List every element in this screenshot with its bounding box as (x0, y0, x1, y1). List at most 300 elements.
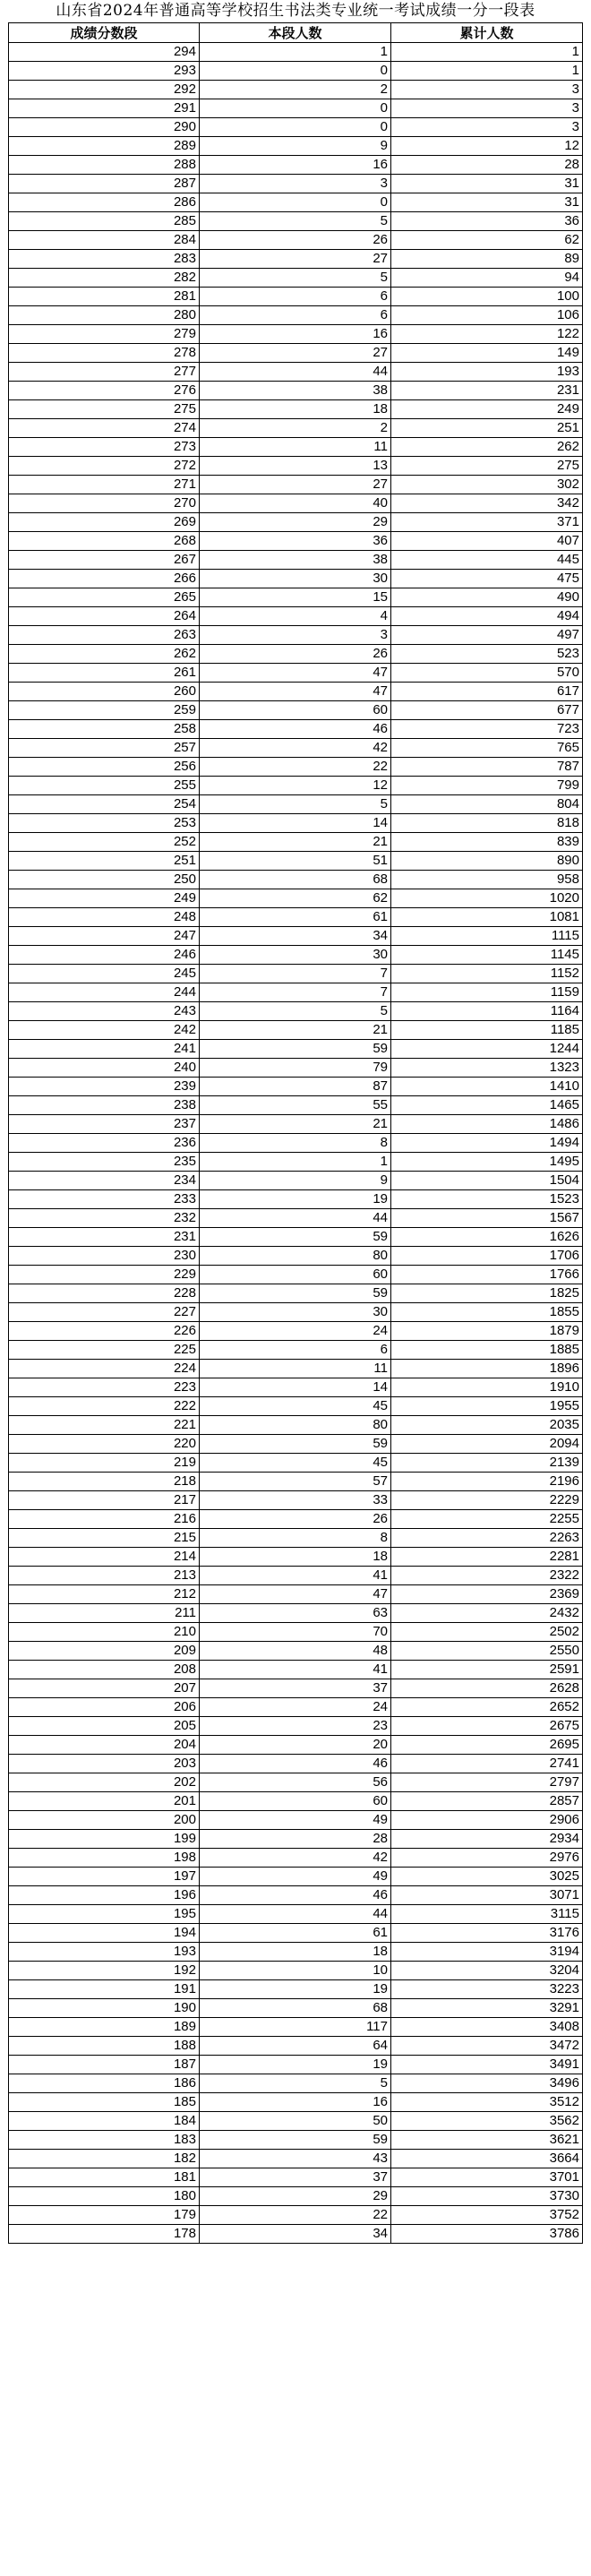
segment-count-cell: 64 (200, 2037, 391, 2056)
segment-count-cell: 22 (200, 758, 391, 777)
table-row (9, 795, 583, 814)
score-cell: 245 (9, 965, 200, 983)
score-cell: 236 (9, 1134, 200, 1153)
cumulative-count-cell: 3701 (391, 2168, 583, 2187)
score-cell: 282 (9, 269, 200, 288)
score-cell: 284 (9, 231, 200, 250)
table-row (9, 683, 583, 701)
cumulative-count-cell: 3115 (391, 1905, 583, 1924)
segment-count-cell: 13 (200, 457, 391, 476)
table-row (9, 400, 583, 419)
table-row (9, 1228, 583, 1247)
score-cell: 190 (9, 1999, 200, 2018)
table-row (9, 43, 583, 62)
segment-count-cell: 15 (200, 588, 391, 607)
cumulative-count-cell: 1145 (391, 946, 583, 965)
table-row (9, 1661, 583, 1679)
score-cell: 205 (9, 1717, 200, 1736)
table-row (9, 1604, 583, 1623)
cumulative-count-cell: 231 (391, 382, 583, 400)
score-cell: 271 (9, 476, 200, 494)
table-row (9, 1435, 583, 1454)
cumulative-count-cell: 890 (391, 852, 583, 871)
score-cell: 249 (9, 889, 200, 908)
table-row (9, 1078, 583, 1096)
segment-count-cell: 49 (200, 1868, 391, 1886)
score-cell: 264 (9, 607, 200, 626)
table-row (9, 1811, 583, 1830)
segment-count-cell: 5 (200, 1002, 391, 1021)
cumulative-count-cell: 2797 (391, 1773, 583, 1792)
score-cell: 217 (9, 1491, 200, 1510)
segment-count-cell: 11 (200, 438, 391, 457)
cumulative-count-cell: 804 (391, 795, 583, 814)
cumulative-count-cell: 371 (391, 513, 583, 532)
segment-count-cell: 19 (200, 2056, 391, 2074)
score-cell: 244 (9, 983, 200, 1002)
table-row (9, 1905, 583, 1924)
table-row (9, 2037, 583, 2056)
score-cell: 195 (9, 1905, 200, 1924)
table-row (9, 1717, 583, 1736)
cumulative-count-cell: 958 (391, 871, 583, 889)
cumulative-count-cell: 3786 (391, 2225, 583, 2244)
cumulative-count-cell: 2255 (391, 1510, 583, 1529)
score-cell: 294 (9, 43, 200, 62)
segment-count-cell: 37 (200, 2168, 391, 2187)
segment-count-cell: 24 (200, 1698, 391, 1717)
cumulative-count-cell: 1567 (391, 1209, 583, 1228)
score-cell: 283 (9, 250, 200, 269)
cumulative-count-cell: 1323 (391, 1059, 583, 1078)
cumulative-count-cell: 1 (391, 43, 583, 62)
segment-count-cell: 47 (200, 683, 391, 701)
score-cell: 262 (9, 645, 200, 664)
segment-count-cell: 46 (200, 720, 391, 739)
segment-count-cell: 41 (200, 1661, 391, 1679)
score-cell: 290 (9, 118, 200, 137)
table-row (9, 1736, 583, 1755)
segment-count-cell: 1 (200, 1153, 391, 1172)
segment-count-cell: 45 (200, 1397, 391, 1416)
score-cell: 265 (9, 588, 200, 607)
cumulative-count-cell: 1766 (391, 1266, 583, 1284)
table-row (9, 1303, 583, 1322)
table-row (9, 99, 583, 118)
score-cell: 226 (9, 1322, 200, 1341)
cumulative-count-cell: 723 (391, 720, 583, 739)
cumulative-count-cell: 1494 (391, 1134, 583, 1153)
score-cell: 208 (9, 1661, 200, 1679)
table-row (9, 137, 583, 156)
table-row (9, 1115, 583, 1134)
segment-count-cell: 2 (200, 81, 391, 99)
cumulative-count-cell: 3621 (391, 2131, 583, 2150)
table-row (9, 852, 583, 871)
cumulative-count-cell: 490 (391, 588, 583, 607)
table-row (9, 1059, 583, 1078)
score-cell: 278 (9, 344, 200, 363)
segment-count-cell: 87 (200, 1078, 391, 1096)
score-cell: 274 (9, 419, 200, 438)
table-row (9, 382, 583, 400)
table-row (9, 1567, 583, 1585)
table-row (9, 2112, 583, 2131)
segment-count-cell: 26 (200, 645, 391, 664)
cumulative-count-cell: 407 (391, 532, 583, 551)
cumulative-count-cell: 2094 (391, 1435, 583, 1454)
score-cell: 268 (9, 532, 200, 551)
table-row (9, 588, 583, 607)
cumulative-count-cell: 2906 (391, 1811, 583, 1830)
segment-count-cell: 8 (200, 1134, 391, 1153)
segment-count-cell: 21 (200, 833, 391, 852)
segment-count-cell: 5 (200, 269, 391, 288)
header-cumulative-count: 累计人数 (391, 23, 583, 43)
cumulative-count-cell: 1626 (391, 1228, 583, 1247)
cumulative-count-cell: 2741 (391, 1755, 583, 1773)
cumulative-count-cell: 839 (391, 833, 583, 852)
table-row (9, 1924, 583, 1943)
table-row (9, 363, 583, 382)
segment-count-cell: 6 (200, 1341, 391, 1360)
score-cell: 253 (9, 814, 200, 833)
table-row (9, 701, 583, 720)
score-cell: 261 (9, 664, 200, 683)
segment-count-cell: 49 (200, 1811, 391, 1830)
cumulative-count-cell: 31 (391, 175, 583, 193)
score-cell: 219 (9, 1454, 200, 1473)
segment-count-cell: 19 (200, 1980, 391, 1999)
score-cell: 276 (9, 382, 200, 400)
table-row (9, 1999, 583, 2018)
cumulative-count-cell: 3664 (391, 2150, 583, 2168)
segment-count-cell: 6 (200, 306, 391, 325)
score-cell: 232 (9, 1209, 200, 1228)
table-row (9, 927, 583, 946)
cumulative-count-cell: 475 (391, 570, 583, 588)
table-row (9, 476, 583, 494)
cumulative-count-cell: 62 (391, 231, 583, 250)
segment-count-cell: 12 (200, 777, 391, 795)
segment-count-cell: 44 (200, 1209, 391, 1228)
score-cell: 218 (9, 1473, 200, 1491)
table-row (9, 1510, 583, 1529)
cumulative-count-cell: 1185 (391, 1021, 583, 1040)
cumulative-count-cell: 3176 (391, 1924, 583, 1943)
table-row (9, 720, 583, 739)
score-cell: 258 (9, 720, 200, 739)
table-row (9, 2018, 583, 2037)
table-row (9, 306, 583, 325)
cumulative-count-cell: 765 (391, 739, 583, 758)
table-row (9, 457, 583, 476)
segment-count-cell: 27 (200, 250, 391, 269)
cumulative-count-cell: 2281 (391, 1548, 583, 1567)
score-cell: 180 (9, 2187, 200, 2206)
table-row (9, 156, 583, 175)
cumulative-count-cell: 2857 (391, 1792, 583, 1811)
score-cell: 183 (9, 2131, 200, 2150)
segment-count-cell: 19 (200, 1190, 391, 1209)
cumulative-count-cell: 2229 (391, 1491, 583, 1510)
segment-count-cell: 1 (200, 43, 391, 62)
segment-count-cell: 41 (200, 1567, 391, 1585)
segment-count-cell: 16 (200, 325, 391, 344)
cumulative-count-cell: 3 (391, 81, 583, 99)
score-cell: 281 (9, 288, 200, 306)
score-cell: 266 (9, 570, 200, 588)
table-row (9, 2206, 583, 2225)
segment-count-cell: 16 (200, 2093, 391, 2112)
segment-count-cell: 9 (200, 137, 391, 156)
segment-count-cell: 47 (200, 1585, 391, 1604)
cumulative-count-cell: 799 (391, 777, 583, 795)
cumulative-count-cell: 1486 (391, 1115, 583, 1134)
table-row (9, 2187, 583, 2206)
table-row (9, 2225, 583, 2244)
score-cell: 221 (9, 1416, 200, 1435)
table-row (9, 814, 583, 833)
table-row (9, 871, 583, 889)
cumulative-count-cell: 3752 (391, 2206, 583, 2225)
score-cell: 251 (9, 852, 200, 871)
segment-count-cell: 6 (200, 288, 391, 306)
cumulative-count-cell: 3730 (391, 2187, 583, 2206)
segment-count-cell: 56 (200, 1773, 391, 1792)
segment-count-cell: 68 (200, 871, 391, 889)
score-table (8, 22, 583, 2244)
cumulative-count-cell: 342 (391, 494, 583, 513)
table-row (9, 193, 583, 212)
score-cell: 289 (9, 137, 200, 156)
table-row (9, 118, 583, 137)
segment-count-cell: 59 (200, 1228, 391, 1247)
table-row (9, 2168, 583, 2187)
segment-count-cell: 68 (200, 1999, 391, 2018)
segment-count-cell: 29 (200, 513, 391, 532)
score-cell: 292 (9, 81, 200, 99)
score-cell: 204 (9, 1736, 200, 1755)
cumulative-count-cell: 251 (391, 419, 583, 438)
table-row (9, 758, 583, 777)
table-row (9, 212, 583, 231)
score-cell: 197 (9, 1868, 200, 1886)
score-cell: 184 (9, 2112, 200, 2131)
segment-count-cell: 80 (200, 1247, 391, 1266)
segment-count-cell: 46 (200, 1886, 391, 1905)
score-cell: 259 (9, 701, 200, 720)
table-row (9, 325, 583, 344)
table-row (9, 2150, 583, 2168)
table-row (9, 1002, 583, 1021)
segment-count-cell: 5 (200, 2074, 391, 2093)
cumulative-count-cell: 2432 (391, 1604, 583, 1623)
cumulative-count-cell: 3223 (391, 1980, 583, 1999)
score-cell: 192 (9, 1962, 200, 1980)
segment-count-cell: 18 (200, 1943, 391, 1962)
cumulative-count-cell: 497 (391, 626, 583, 645)
cumulative-count-cell: 494 (391, 607, 583, 626)
table-row (9, 1868, 583, 1886)
score-cell: 203 (9, 1755, 200, 1773)
cumulative-count-cell: 3496 (391, 2074, 583, 2093)
score-cell: 269 (9, 513, 200, 532)
table-row (9, 269, 583, 288)
score-cell: 202 (9, 1773, 200, 1792)
cumulative-count-cell: 2263 (391, 1529, 583, 1548)
cumulative-count-cell: 1896 (391, 1360, 583, 1378)
table-row (9, 1190, 583, 1209)
table-row (9, 1322, 583, 1341)
segment-count-cell: 0 (200, 99, 391, 118)
cumulative-count-cell: 1081 (391, 908, 583, 927)
score-cell: 280 (9, 306, 200, 325)
segment-count-cell: 23 (200, 1717, 391, 1736)
table-row (9, 1642, 583, 1661)
segment-count-cell: 9 (200, 1172, 391, 1190)
score-cell: 243 (9, 1002, 200, 1021)
segment-count-cell: 70 (200, 1623, 391, 1642)
segment-count-cell: 79 (200, 1059, 391, 1078)
cumulative-count-cell: 570 (391, 664, 583, 683)
cumulative-count-cell: 1164 (391, 1002, 583, 1021)
segment-count-cell: 7 (200, 983, 391, 1002)
score-cell: 242 (9, 1021, 200, 1040)
segment-count-cell: 33 (200, 1491, 391, 1510)
segment-count-cell: 26 (200, 1510, 391, 1529)
score-cell: 270 (9, 494, 200, 513)
cumulative-count-cell: 2322 (391, 1567, 583, 1585)
table-row (9, 1209, 583, 1228)
table-row (9, 551, 583, 570)
segment-count-cell: 63 (200, 1604, 391, 1623)
segment-count-cell: 60 (200, 701, 391, 720)
table-row (9, 1341, 583, 1360)
segment-count-cell: 30 (200, 570, 391, 588)
table-row (9, 626, 583, 645)
segment-count-cell: 27 (200, 344, 391, 363)
cumulative-count-cell: 249 (391, 400, 583, 419)
score-cell: 224 (9, 1360, 200, 1378)
cumulative-count-cell: 3 (391, 99, 583, 118)
cumulative-count-cell: 2139 (391, 1454, 583, 1473)
table-row (9, 2074, 583, 2093)
segment-count-cell: 14 (200, 814, 391, 833)
segment-count-cell: 34 (200, 2225, 391, 2244)
table-row (9, 1454, 583, 1473)
table-row (9, 1585, 583, 1604)
cumulative-count-cell: 122 (391, 325, 583, 344)
segment-count-cell: 45 (200, 1454, 391, 1473)
segment-count-cell: 30 (200, 946, 391, 965)
segment-count-cell: 18 (200, 400, 391, 419)
segment-count-cell: 50 (200, 2112, 391, 2131)
score-cell: 216 (9, 1510, 200, 1529)
score-cell: 277 (9, 363, 200, 382)
segment-count-cell: 42 (200, 1849, 391, 1868)
table-row (9, 1397, 583, 1416)
table-row (9, 645, 583, 664)
header-row (9, 23, 583, 43)
table-row (9, 1943, 583, 1962)
score-cell: 181 (9, 2168, 200, 2187)
score-cell: 241 (9, 1040, 200, 1059)
table-row (9, 1247, 583, 1266)
table-row (9, 532, 583, 551)
table-row (9, 664, 583, 683)
table-row (9, 494, 583, 513)
segment-count-cell: 14 (200, 1378, 391, 1397)
score-cell: 260 (9, 683, 200, 701)
segment-count-cell: 0 (200, 193, 391, 212)
table-row (9, 1830, 583, 1849)
table-row (9, 1153, 583, 1172)
table-row (9, 1773, 583, 1792)
cumulative-count-cell: 36 (391, 212, 583, 231)
segment-count-cell: 21 (200, 1021, 391, 1040)
cumulative-count-cell: 2628 (391, 1679, 583, 1698)
table-row (9, 513, 583, 532)
score-cell: 189 (9, 2018, 200, 2037)
table-row (9, 946, 583, 965)
segment-count-cell: 44 (200, 1905, 391, 1924)
cumulative-count-cell: 2675 (391, 1717, 583, 1736)
table-header (9, 23, 583, 43)
table-row (9, 1473, 583, 1491)
cumulative-count-cell: 193 (391, 363, 583, 382)
header-segment-count: 本段人数 (200, 23, 391, 43)
score-cell: 237 (9, 1115, 200, 1134)
table-row (9, 1284, 583, 1303)
score-cell: 199 (9, 1830, 200, 1849)
score-cell: 191 (9, 1980, 200, 1999)
table-row (9, 250, 583, 269)
score-cell: 248 (9, 908, 200, 927)
cumulative-count-cell: 1855 (391, 1303, 583, 1322)
table-row (9, 1172, 583, 1190)
score-cell: 215 (9, 1529, 200, 1548)
score-cell: 225 (9, 1341, 200, 1360)
score-cell: 286 (9, 193, 200, 212)
segment-count-cell: 44 (200, 363, 391, 382)
segment-count-cell: 59 (200, 1435, 391, 1454)
score-cell: 247 (9, 927, 200, 946)
table-row (9, 419, 583, 438)
score-cell: 234 (9, 1172, 200, 1190)
segment-count-cell: 38 (200, 382, 391, 400)
score-cell: 285 (9, 212, 200, 231)
table-row (9, 1360, 583, 1378)
score-cell: 233 (9, 1190, 200, 1209)
segment-count-cell: 62 (200, 889, 391, 908)
segment-count-cell: 55 (200, 1096, 391, 1115)
cumulative-count-cell: 12 (391, 137, 583, 156)
score-cell: 230 (9, 1247, 200, 1266)
segment-count-cell: 3 (200, 626, 391, 645)
score-cell: 235 (9, 1153, 200, 1172)
score-cell: 231 (9, 1228, 200, 1247)
table-row (9, 2056, 583, 2074)
cumulative-count-cell: 2591 (391, 1661, 583, 1679)
segment-count-cell: 4 (200, 607, 391, 626)
score-cell: 250 (9, 871, 200, 889)
score-cell: 198 (9, 1849, 200, 1868)
cumulative-count-cell: 617 (391, 683, 583, 701)
table-row (9, 62, 583, 81)
cumulative-count-cell: 1523 (391, 1190, 583, 1209)
cumulative-count-cell: 3408 (391, 2018, 583, 2037)
